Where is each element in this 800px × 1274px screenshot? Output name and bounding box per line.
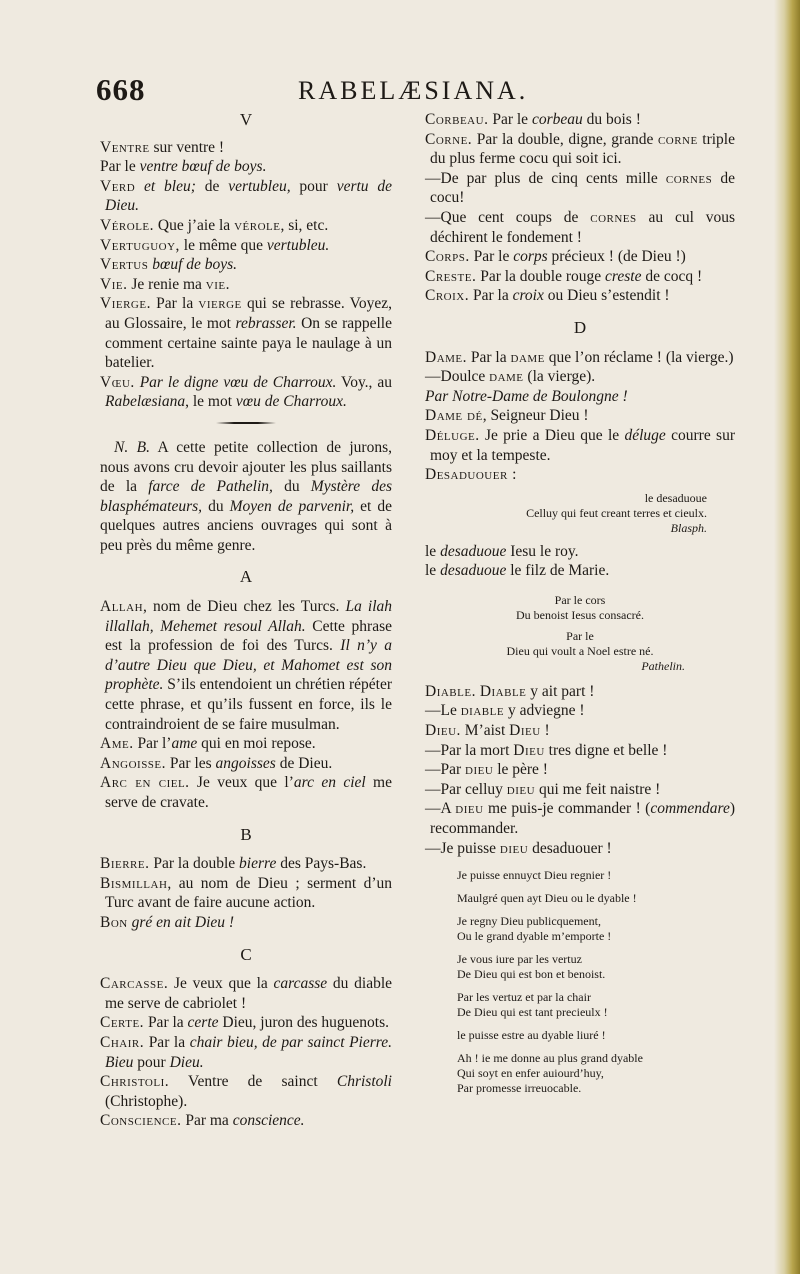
entry-dieu-4: —Par celluy dieu qui me feit naistre ! [425,780,661,798]
poem-stanza [457,952,735,982]
section-heading-c: C [240,944,252,964]
entry-ventre-2: Par le ventre bœuf de boys. [100,158,267,176]
entry-verd: Verd et bleu; de vertubleu, pour vertu de Dieu. [100,177,392,215]
quote-line: Celluy qui feut creant terres et cieulx. [526,505,707,520]
entry-certe: Certe. Par la certe Dieu, juron des huguenots. [100,1014,390,1032]
entry-vertus: Vertus bœuf de boys. [100,256,238,274]
poem-quotes [425,868,735,1096]
entry-vierge: Vierge. Par la vierge qui se rebrasse. Voyez, au Glossaire, le mot rebrasser. On se rappelle comment certaine sainte paya le naulage à un batelier. [100,295,392,372]
poem-line: le puisse estre au dyable liuré ! [457,1028,606,1043]
section-heading-a: A [239,567,253,587]
poem-line: De Dieu qui est tant precieulx ! [457,1005,608,1020]
page-edge [774,0,800,1274]
quote-line: Dieu qui voult a Noel estre né. [506,643,654,658]
left-column [100,110,392,1131]
entry-dame-4: Dame dé, Seigneur Dieu ! [425,407,589,425]
poem-stanza [457,1028,735,1043]
ornamental-rule [216,422,276,424]
entry-dieu-3: —Par dieu le père ! [425,761,548,779]
poem-line: Ah ! ie me donne au plus grand dyable [457,1051,643,1066]
entry-conscience: Conscience. Par ma conscience. [100,1112,305,1130]
entry-dame-2: —Doulce dame (la vierge). [425,368,596,386]
quote-source: Pathelin. [641,658,685,673]
entry-diable-2: —Le diable y adviegne ! [425,702,585,720]
entry-ventre: Ventre sur ventre ! [100,138,225,156]
entry-corne-2: —De par plus de cinq cents mille cornes de cocu! [425,169,735,207]
quote-line: Par le cors [554,592,606,607]
quote-source: Blasph. [670,520,707,535]
poem-line: Je puisse ennuyct Dieu regnier ! [457,868,612,883]
section-heading-b: B [240,824,252,844]
entry-creste: Creste. Par la double rouge creste de cocq ! [425,267,703,285]
entry-bismillah: Bismillah, au nom de Dieu ; serment d’un Turc avant de faire aucune action. [100,874,392,912]
poem-line: Maulgré quen ayt Dieu ou le dyable ! [457,891,637,906]
poem-stanza [457,914,735,944]
quote-line: le desaduoue [644,490,707,505]
entry-carcasse: Carcasse. Je veux que la carcasse du diable me serve de cabriolet ! [100,975,393,1012]
entry-deluge: Déluge. Je prie a Dieu que le déluge courre sur moy et la tempeste. [425,426,735,464]
entry-corps: Corps. Par le corps précieux ! (de Dieu !) [425,248,686,266]
entry-desaduoue-2: le desaduoue Iesu le roy. [425,542,579,560]
entry-corne-3: —Que cent coups de cornes au cul vous déchirent le fondement ! [425,208,735,246]
quote-blasph [425,491,735,536]
entry-vie: Vie. Je renie ma vie. [100,275,230,293]
entry-dame: Dame. Par la dame que l’on réclame ! (la vierge.) [425,348,734,366]
entry-croix: Croix. Par la croix ou Dieu s’estendit ! [425,287,670,305]
poem-line: Par les vertuz et par la chair [457,990,591,1005]
poem-line: Je regny Dieu publicquement, [457,914,601,929]
quote-cors [425,593,735,623]
entry-dieu-6: —Je puisse dieu desaduouer ! [425,839,612,857]
entry-dieu-5: —A dieu me puis-je commander ! (commendare) recommander. [425,800,736,838]
entry-chair: Chair. Par la chair bieu, de par sainct Pierre. Bieu pour Dieu. [100,1033,392,1071]
entry-bon: Bon gré en ait Dieu ! [100,913,235,931]
poem-line: Par promesse irreuocable. [457,1081,582,1096]
note-nb: N. B. A cette petite collection de jurons, nous avons cru devoir ajouter les plus saillants de la farce de Pathelin, du Mystère des blasphémateurs, du Moyen de parvenir, et de quelques autres anciens ouvrages qui sont à peu près du même genre. [100,438,392,554]
right-column [425,110,735,1104]
poem-line: De Dieu qui est bon et benoist. [457,967,606,982]
page-header [96,72,716,112]
running-title: RABELÆSIANA. [298,76,529,105]
page-number: 668 [96,72,146,107]
entry-bierre: Bierre. Par la double bierre des Pays-Bas. [100,855,367,873]
poem-line: Qui soyt en enfer auiourd’huy, [457,1066,604,1081]
entry-angoisse: Angoisse. Par les angoisses de Dieu. [100,754,333,772]
entry-allah: Allah, nom de Dieu chez les Turcs. La ilah illallah, Mehemet resoul Allah. Cette phrase est la profession de foi des Turcs. Il n’y a d’autre Dieu que Dieu, et Mahomet est son prophète. S’ils entendoient un chrétien répéter cette phrase, et qu’ils fussent en force, ils le contraindroient de se faire musulman. [100,598,393,733]
entry-voeu: Vœu. Par le digne vœu de Charroux. Voy., au Rabelæsiana, le mot vœu de Charroux. [100,373,392,411]
entry-desaduouer: Desaduouer : [425,466,517,484]
poem-line: Je vous iure par les vertuz [457,952,582,967]
entry-christoli: Christoli. Ventre de sainct Christoli (Christophe). [100,1073,392,1110]
quote-line: Par le [566,628,594,643]
poem-stanza [457,990,735,1020]
entry-vertuguoy: Vertuguoy, le même que vertubleu. [100,236,330,254]
entry-corne: Corne. Par la double, digne, grande corne triple du plus ferme cocu qui soit ici. [425,130,735,168]
entry-verole: Vérole. Que j’aie la vérole, si, etc. [100,216,329,234]
section-heading-v: V [239,110,253,129]
poem-line: Ou le grand dyable m’emporte ! [457,929,612,944]
entry-ame: Ame. Par l’ame qui en moi repose. [100,735,316,753]
poem-stanza [457,891,735,906]
poem-stanza [457,868,735,883]
entry-corbeau: Corbeau. Par le corbeau du bois ! [425,111,641,128]
entry-dieu: Dieu. M’aist Dieu ! [425,722,550,740]
entry-dame-3: Par Notre-Dame de Boulongne ! [425,387,628,405]
quote-line: Du benoist Iesus consacré. [516,607,644,622]
entry-diable: Diable. Diable y ait part ! [425,682,595,700]
entry-dieu-2: —Par la mort Dieu tres digne et belle ! [425,741,668,759]
entry-desaduoue-3: le desaduoue le filz de Marie. [425,562,610,580]
quote-pathelin [425,629,735,674]
entry-arc-en-ciel: Arc en ciel. Je veux que l’arc en ciel me serve de cravate. [100,774,392,811]
section-heading-d: D [573,317,587,337]
poem-stanza [457,1051,735,1096]
